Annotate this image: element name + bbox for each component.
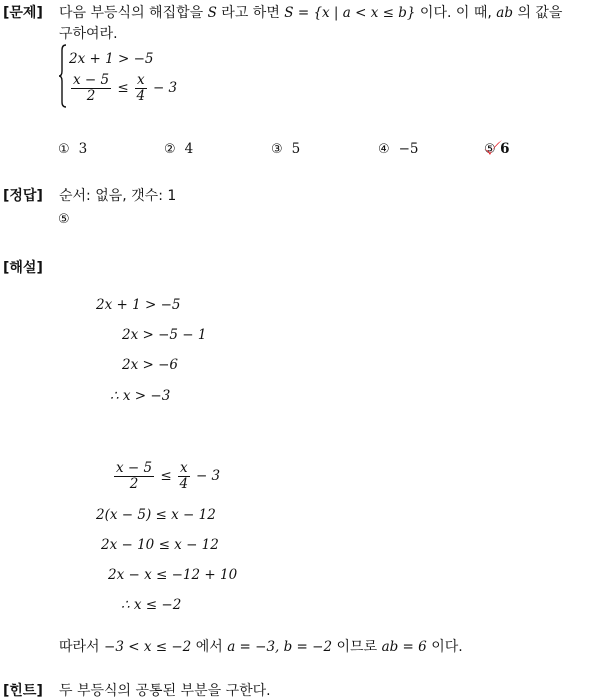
choice-mark: ④ [378,142,390,157]
tail: − 3 [195,468,221,484]
problem-line-1 [59,2,562,22]
choice-mark: ② [164,142,176,157]
solution-conclusion [59,636,463,656]
tail: − 3 [152,80,178,96]
problem-text: 이다. 이 때, [419,5,492,21]
choice-mark: ① [58,142,70,157]
choice-value: 6 [500,141,510,157]
solution-step2-line: 2(x − 5) ≤ x − 12 [96,507,216,523]
problem-text: 의 값을 [517,5,563,21]
choice-value: 3 [78,141,88,157]
conclusion-range: −3 < x ≤ −2 [104,639,192,655]
choice-mark: ③ [271,142,283,157]
hint-label: [힌트] [3,683,43,699]
choice-5-marked [484,141,496,157]
denominator: 2 [86,88,96,104]
conclusion-text: 이므로 [336,639,378,655]
solution-step1-line: ∴ x > −3 [110,388,171,404]
fraction [71,73,111,104]
numerator: x [180,460,188,476]
conclusion-text: 따라서 [59,639,100,655]
choice-5[interactable] [484,141,510,157]
answer-label: [정답] [3,188,43,204]
solution-step2-line: ∴ x ≤ −2 [121,597,182,613]
choice-value: 4 [184,141,194,157]
conclusion-values: a = −3, b = −2 [227,639,333,655]
var-s: S [207,5,217,21]
checkmark-icon [482,138,504,158]
relation: ≤ [160,468,172,484]
numerator: x − 5 [116,460,153,476]
choice-4[interactable] [378,141,418,157]
denominator: 4 [136,88,146,104]
var-ab: ab [496,5,513,21]
numerator: x [137,72,145,88]
problem-text: 다음 부등식의 해집합을 [59,5,204,21]
choice-mark: ⑤ [484,142,496,157]
set-definition: S = {x | a < x ≤ b} [284,5,416,21]
choice-value: −5 [398,141,419,157]
numerator: x − 5 [73,72,110,88]
solution-step2-fraction-line [112,461,220,492]
denominator: 4 [179,476,189,492]
conclusion-text: 에서 [195,639,223,655]
fraction [135,73,147,104]
answer-value: ⑤ [58,212,70,227]
solution-label: [해설] [3,260,43,276]
choice-value: 5 [291,141,301,157]
problem-text: 라고 하면 [221,5,280,21]
solution-step1-line: 2x > −6 [122,357,178,373]
solution-step2-line: 2x − x ≤ −12 + 10 [108,567,238,583]
problem-label: [문제] [3,5,43,21]
relation: ≤ [117,80,129,96]
fraction [178,461,190,492]
conclusion-text: 이다. [431,639,463,655]
system-inequality-1: 2x + 1 > −5 [69,51,154,67]
answer-meta: 순서: 없음, 갯수: 1 [59,188,177,204]
system-brace [59,44,67,108]
solution-step1-line: 2x + 1 > −5 [96,297,181,313]
choice-1[interactable] [58,141,87,157]
problem-line-2: 구하여라. [59,26,118,42]
conclusion-ab: ab = 6 [381,639,427,655]
choice-3[interactable] [271,141,300,157]
solution-step2-line: 2x − 10 ≤ x − 12 [101,537,219,553]
fraction [114,461,154,492]
choice-2[interactable] [164,141,193,157]
system-inequality-2 [69,73,177,104]
solution-step1-line: 2x > −5 − 1 [122,327,207,343]
hint-text: 두 부등식의 공통된 부분을 구한다. [59,683,271,699]
denominator: 2 [129,476,139,492]
